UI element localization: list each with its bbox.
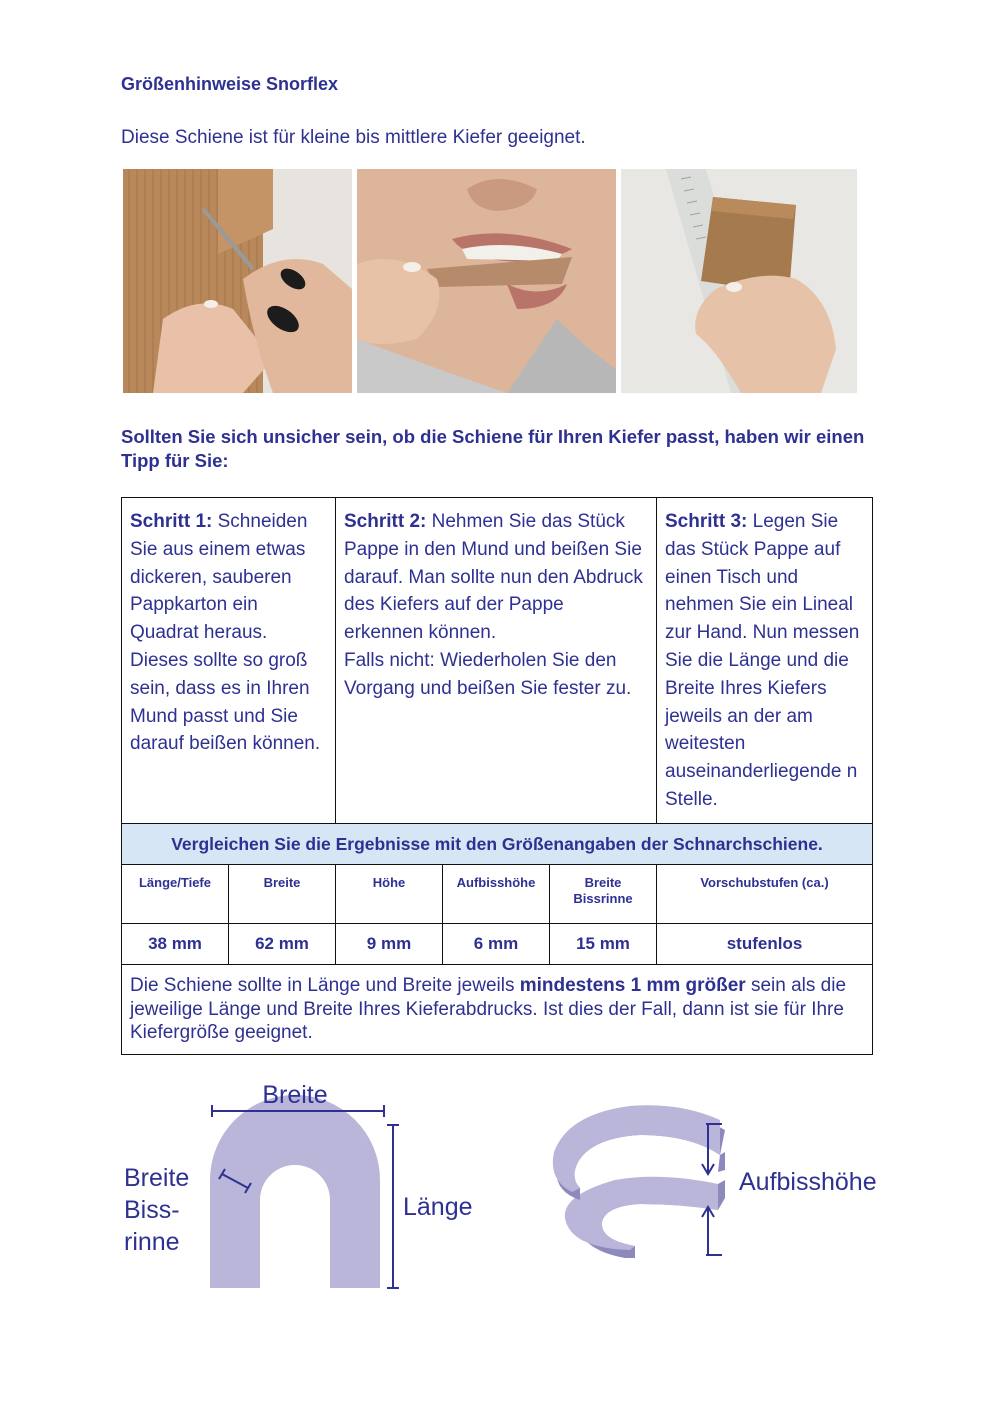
value-cell: stufenlos — [657, 924, 873, 965]
breite-label: Breite — [262, 1081, 328, 1109]
tip-heading: Sollten Sie sich unsicher sein, ob die Schiene für Ihren Kiefer passt, haben wir einen Tipp für Sie: — [121, 426, 865, 471]
value-cell: 9 mm — [336, 924, 443, 965]
step-3-cell — [657, 498, 873, 825]
column-header: Breite — [229, 865, 336, 924]
steps-table — [121, 497, 873, 825]
step-3-text: Legen Sie das Stück Pappe auf einen Tisch und nehmen Sie ein Lineal zur Hand. Nun messen Sie die Länge und die Breite Ihres Kiefers jeweils an der am weitesten auseinanderliegende n Stelle. — [665, 511, 860, 810]
laenge-label: Länge — [403, 1193, 473, 1221]
splint-shape — [210, 1095, 380, 1288]
value-cell: 6 mm — [443, 924, 550, 965]
breite-bissrinne-label-3: rinne — [124, 1228, 180, 1256]
column-header: Aufbisshöhe — [443, 865, 550, 924]
page-title: Größenhinweise Snorflex — [121, 74, 339, 94]
step-1-label: Schritt 1: — [130, 511, 213, 532]
value-cell: 62 mm — [229, 924, 336, 965]
step-2-label: Schritt 2: — [344, 511, 427, 532]
value-cell: 38 mm — [122, 924, 229, 965]
breite-bissrinne-label-2: Biss- — [124, 1196, 180, 1224]
step-3-label: Schritt 3: — [665, 511, 748, 532]
step-2-cell — [336, 498, 657, 825]
column-header: Vorschubstufen (ca.) — [657, 865, 873, 924]
size-table — [121, 823, 873, 1055]
value-cell: 15 mm — [550, 924, 657, 965]
fit-note — [122, 965, 873, 1055]
step-1-cell — [122, 498, 336, 825]
photo-cutting-cardboard — [123, 169, 352, 393]
compare-banner: Vergleichen Sie die Ergebnisse mit den Größenangaben der Schnarchschiene. — [122, 824, 873, 865]
splint-3d-shape — [553, 1105, 725, 1258]
intro-text: Diese Schiene ist für kleine bis mittlere Kiefer geeignet. — [121, 127, 586, 148]
step-2-text: Nehmen Sie das Stück Pappe in den Mund und beißen Sie darauf. Man sollte nun den Abdruck des Kiefers auf der Pappe erkennen können. — [344, 511, 643, 644]
fit-note-pre: Die Schiene sollte in Länge und Breite jeweils — [130, 975, 520, 996]
splint-top-view-diagram — [100, 1070, 520, 1300]
fit-note-post: sein als die jeweilige Länge und Breite Ihres Kieferabdrucks. Ist dies der Fall, dann ist sie für Ihre Kiefergröße geeignet. — [130, 975, 847, 1043]
photo-measuring-ruler — [621, 169, 857, 393]
step-2-text-extra: Falls nicht: Wiederholen Sie den Vorgang und beißen Sie fester zu. — [344, 649, 632, 699]
column-header: Höhe — [336, 865, 443, 924]
fit-note-bold: mindestens 1 mm größer — [519, 975, 746, 996]
splint-side-view-diagram — [540, 1100, 910, 1275]
column-header: Breite Bissrinne — [550, 865, 657, 924]
step-1-text: Schneiden Sie aus einem etwas dickeren, sauberen Pappkarton ein Quadrat heraus. Dieses sollte so groß sein, dass es in Ihren Mund passt und Sie darauf beißen können. — [130, 511, 321, 755]
photo-biting-cardboard — [357, 169, 616, 393]
breite-bissrinne-label-1: Breite — [124, 1164, 190, 1192]
column-header: Länge/Tiefe — [122, 865, 229, 924]
aufbisshoehe-label: Aufbisshöhe — [739, 1168, 877, 1196]
